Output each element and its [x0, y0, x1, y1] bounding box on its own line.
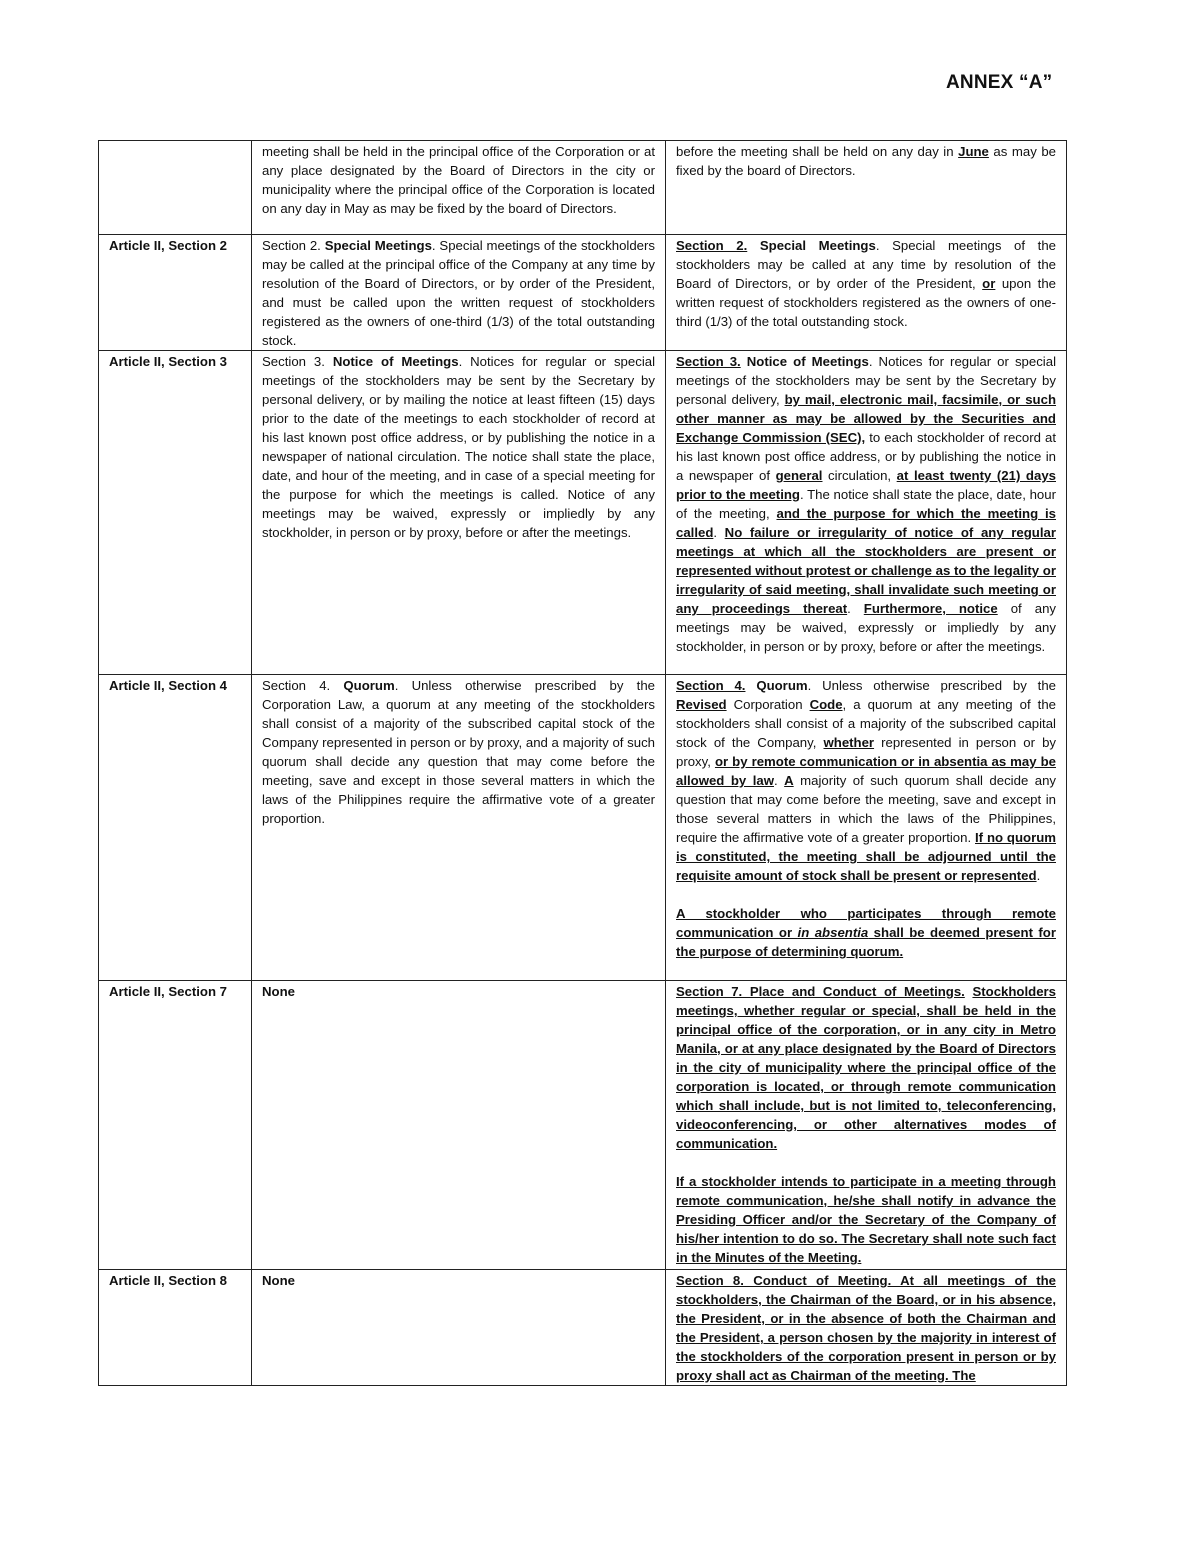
- article-cell: Article II, Section 2: [99, 235, 252, 351]
- comparison-table: [98, 140, 1067, 1386]
- original-text-cell: None: [252, 1270, 666, 1386]
- table-row: [99, 235, 1067, 351]
- amended-text-cell: Section 7. Place and Conduct of Meetings. Stockholders meetings, whether regular or special, shall be held in the principal office of the corporation, or in any city in Metro Manila, or at any place designated by the Board of Directors in the city of municipality where the principal office of the corporation is located, or through remote communication which shall include, but is not limited to, teleconferencing, videoconferencing, or other alternatives modes of communication. If a stockholder intends to participate in a meeting through remote communication, he/she shall notify in advance the Presiding Officer and/or the Secretary of the Company of his/her intention to do so. The Secretary shall note such fact in the Minutes of the Meeting.: [666, 981, 1067, 1270]
- article-cell: Article II, Section 3: [99, 351, 252, 675]
- amended-text-cell: Section 2. Special Meetings. Special meetings of the stockholders may be called at any time by resolution of the Board of Directors, or by order of the President, or upon the written request of stockholders registered as the owners of one-third (1/3) of the total outstanding stock.: [666, 235, 1067, 351]
- article-cell: [99, 141, 252, 235]
- table-row: [99, 675, 1067, 981]
- table-row: [99, 1270, 1067, 1386]
- original-text-cell: None: [252, 981, 666, 1270]
- amended-text-cell: Section 3. Notice of Meetings. Notices for regular or special meetings of the stockholders may be sent by the Secretary by personal delivery, by mail, electronic mail, facsimile, or such other manner as may be allowed by the Securities and Exchange Commission (SEC), to each stockholder of record at his last known post office address, or by publishing the notice in a newspaper of general circulation, at least twenty (21) days prior to the meeting. The notice shall state the place, date, hour of the meeting, and the purpose for which the meeting is called. No failure or irregularity of notice of any regular meetings at which all the stockholders are present or represented without protest or challenge as to the legality or irregularity of said meeting, shall invalidate such meeting or any proceedings thereat. Furthermore, notice of any meetings may be waived, expressly or impliedly by any stockholder, in person or by proxy, before or after the meetings.: [666, 351, 1067, 675]
- table-row: [99, 351, 1067, 675]
- article-cell: Article II, Section 4: [99, 675, 252, 981]
- article-cell: Article II, Section 7: [99, 981, 252, 1270]
- original-text-cell: Section 3. Notice of Meetings. Notices for regular or special meetings of the stockholders may be sent by the Secretary by personal delivery, or by mailing the notice at least fifteen (15) days prior to the date of the meetings to each stockholder of record at his last known post office address, or by publishing the notice in a newspaper of national circulation. The notice shall state the place, date, and hour of the meeting, and in case of a special meeting for the purpose for which the meetings is called. Notice of any meetings may be waived, expressly or impliedly by any stockholder, in person or by proxy, before or after the meetings.: [252, 351, 666, 675]
- table-row: [99, 981, 1067, 1270]
- amended-text-cell: before the meeting shall be held on any day in June as may be fixed by the board of Directors.: [666, 141, 1067, 235]
- original-text-cell: Section 4. Quorum. Unless otherwise prescribed by the Corporation Law, a quorum at any meeting of the stockholders shall consist of a majority of the subscribed capital stock of the Company represented in person or by proxy, and a majority of such quorum shall decide any question that may come before the meeting, save and except in those several matters in which the laws of the Philippines require the affirmative vote of a greater proportion.: [252, 675, 666, 981]
- table-row: [99, 141, 1067, 235]
- amended-text-cell: Section 8. Conduct of Meeting. At all meetings of the stockholders, the Chairman of the Board, or in his absence, the President, or in the absence of both the Chairman and the President, a person chosen by the majority in interest of the stockholders of the corporation present in person or by proxy shall act as Chairman of the meeting. The: [666, 1270, 1067, 1386]
- annex-title: ANNEX “A”: [946, 72, 1053, 93]
- original-text-cell: Section 2. Special Meetings. Special meetings of the stockholders may be called at the principal office of the Company at any time by resolution of the Board of Directors, or by order of the President, and must be called upon the written request of stockholders registered as the owners of one-third (1/3) of the total outstanding stock.: [252, 235, 666, 351]
- original-text-cell: meeting shall be held in the principal office of the Corporation or at any place designated by the Board of Directors in the city or municipality where the principal office of the Corporation is located on any day in May as may be fixed by the board of Directors.: [252, 141, 666, 235]
- amended-text-cell: Section 4. Quorum. Unless otherwise prescribed by the Revised Corporation Code, a quorum at any meeting of the stockholders shall consist of a majority of the subscribed capital stock of the Company, whether represented in person or by proxy, or by remote communication or in absentia as may be allowed by law. A majority of such quorum shall decide any question that may come before the meeting, save and except in those several matters in which the laws of the Philippines, require the affirmative vote of a greater proportion. If no quorum is constituted, the meeting shall be adjourned until the requisite amount of stock shall be present or represented. A stockholder who participates through remote communication or in absentia shall be deemed present for the purpose of determining quorum.: [666, 675, 1067, 981]
- article-cell: Article II, Section 8: [99, 1270, 252, 1386]
